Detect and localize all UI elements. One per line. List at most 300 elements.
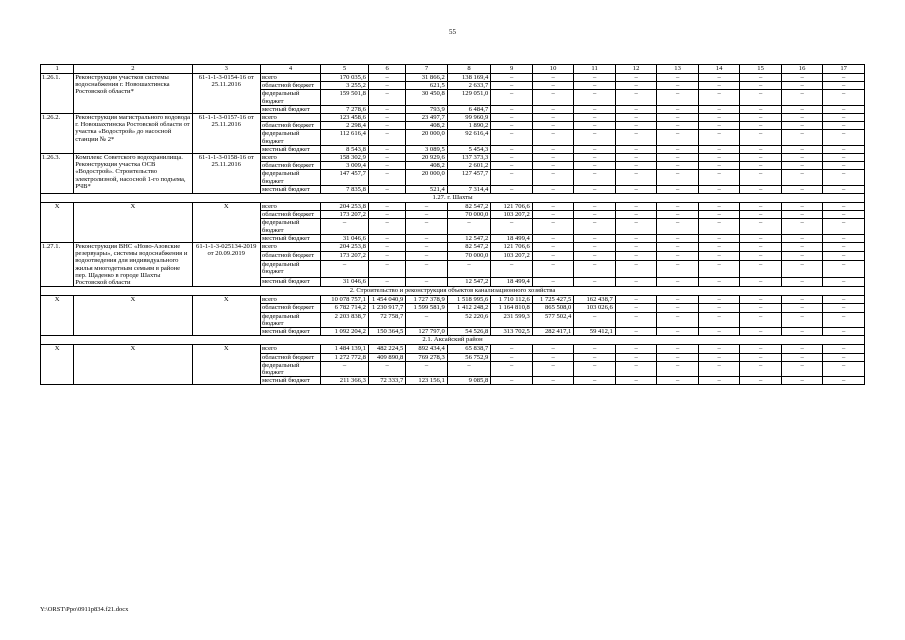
value-cell: 6 484,7 bbox=[447, 105, 491, 113]
value-cell: – bbox=[698, 211, 740, 219]
value-cell: – bbox=[532, 278, 574, 287]
file-path-footer: Y:\ORST\Ppo\0911p834.f21.docx bbox=[40, 606, 129, 613]
value-cell: 7 835,8 bbox=[321, 185, 369, 193]
value-cell: – bbox=[368, 145, 405, 153]
funding-source: федеральный бюджет bbox=[260, 261, 320, 278]
value-cell: – bbox=[698, 170, 740, 185]
table-row bbox=[41, 203, 865, 211]
value-cell: – bbox=[574, 261, 616, 278]
value-cell: – bbox=[532, 252, 574, 261]
table-body bbox=[41, 65, 865, 385]
object-name: Реконструкция ВНС «Ново-Азовские резервуары», системы водоснабжения и водоотведения для индивидуального жилья многодетным семьям в районе пер. Щаденко в городе Шахты Ростовской области bbox=[74, 243, 192, 287]
funding-source: федеральный бюджет bbox=[260, 130, 320, 145]
column-number-cell: 8 bbox=[447, 65, 491, 74]
funding-source: федеральный бюджет bbox=[260, 219, 320, 234]
value-cell: 52 220,6 bbox=[447, 312, 491, 327]
value-cell: 137 373,3 bbox=[447, 154, 491, 162]
value-cell: 159 501,8 bbox=[321, 90, 369, 105]
value-cell: 121 706,6 bbox=[491, 203, 533, 211]
funding-source: местный бюджет bbox=[260, 328, 320, 336]
value-cell: – bbox=[406, 261, 448, 278]
value-cell: – bbox=[615, 211, 657, 219]
value-cell: – bbox=[657, 345, 699, 353]
value-cell: – bbox=[740, 211, 782, 219]
object-name: Х bbox=[74, 203, 192, 243]
value-cell: – bbox=[368, 105, 405, 113]
value-cell: – bbox=[532, 185, 574, 193]
table-row bbox=[41, 243, 865, 252]
value-cell: – bbox=[574, 278, 616, 287]
value-cell: – bbox=[781, 353, 823, 361]
value-cell: 482 224,5 bbox=[368, 345, 405, 353]
value-cell: 1 164 810,8 bbox=[491, 304, 533, 312]
value-cell: 18 499,4 bbox=[491, 234, 533, 242]
value-cell: 20 000,0 bbox=[406, 170, 448, 185]
value-cell: 1 727 378,9 bbox=[406, 296, 448, 304]
value-cell: 99 960,9 bbox=[447, 114, 491, 122]
value-cell: – bbox=[740, 252, 782, 261]
value-cell: 65 838,7 bbox=[447, 345, 491, 353]
value-cell: – bbox=[657, 162, 699, 170]
column-number-cell: 1 bbox=[41, 65, 74, 74]
funding-source: федеральный бюджет bbox=[260, 312, 320, 327]
value-cell: – bbox=[615, 122, 657, 130]
value-cell: – bbox=[574, 145, 616, 153]
value-cell: – bbox=[615, 90, 657, 105]
value-cell: – bbox=[781, 114, 823, 122]
value-cell: – bbox=[615, 261, 657, 278]
section-title: 1.27. г. Шахты bbox=[41, 194, 865, 203]
value-cell: – bbox=[823, 345, 865, 353]
value-cell: 282 417,1 bbox=[532, 328, 574, 336]
row-number: 1.26.2. bbox=[41, 114, 74, 154]
value-cell: – bbox=[740, 328, 782, 336]
value-cell: 6 782 714,2 bbox=[321, 304, 369, 312]
value-cell: – bbox=[491, 162, 533, 170]
value-cell: 3 009,4 bbox=[321, 162, 369, 170]
value-cell: – bbox=[698, 90, 740, 105]
value-cell: 1 412 248,2 bbox=[447, 304, 491, 312]
value-cell: – bbox=[823, 170, 865, 185]
value-cell: – bbox=[657, 105, 699, 113]
value-cell: – bbox=[491, 261, 533, 278]
value-cell: – bbox=[781, 211, 823, 219]
value-cell: 70 000,0 bbox=[447, 252, 491, 261]
value-cell: – bbox=[657, 122, 699, 130]
document-number: 61-1-1-3-0158-16 от 25.11.2016 bbox=[192, 154, 260, 194]
value-cell: – bbox=[740, 185, 782, 193]
value-cell: 3 089,5 bbox=[406, 145, 448, 153]
value-cell: – bbox=[823, 328, 865, 336]
funding-source: всего bbox=[260, 74, 320, 82]
value-cell: – bbox=[574, 162, 616, 170]
value-cell: – bbox=[574, 122, 616, 130]
section-title: 2. Строительство и реконструкция объектов канализационного хозяйства bbox=[41, 287, 865, 296]
table-row bbox=[41, 296, 865, 304]
column-number-row bbox=[41, 65, 865, 74]
value-cell: 769 278,3 bbox=[406, 353, 448, 361]
value-cell: 147 457,7 bbox=[321, 170, 369, 185]
value-cell: 173 207,2 bbox=[321, 211, 369, 219]
value-cell: 12 547,2 bbox=[447, 234, 491, 242]
value-cell: – bbox=[532, 361, 574, 376]
value-cell: – bbox=[740, 105, 782, 113]
column-number-cell: 2 bbox=[74, 65, 192, 74]
value-cell: – bbox=[532, 203, 574, 211]
value-cell: 103 207,2 bbox=[491, 211, 533, 219]
value-cell: – bbox=[781, 345, 823, 353]
value-cell: – bbox=[368, 252, 405, 261]
value-cell: – bbox=[615, 353, 657, 361]
section-title: 2.1. Аксайский район bbox=[41, 336, 865, 345]
value-cell: 892 434,4 bbox=[406, 345, 448, 353]
value-cell: – bbox=[532, 261, 574, 278]
value-cell: – bbox=[823, 304, 865, 312]
value-cell: – bbox=[574, 345, 616, 353]
value-cell: – bbox=[615, 74, 657, 82]
value-cell: – bbox=[615, 361, 657, 376]
value-cell: – bbox=[532, 145, 574, 153]
value-cell: – bbox=[823, 82, 865, 90]
funding-source: областной бюджет bbox=[260, 82, 320, 90]
value-cell: – bbox=[574, 74, 616, 82]
value-cell: 138 169,4 bbox=[447, 74, 491, 82]
value-cell: – bbox=[698, 345, 740, 353]
value-cell: – bbox=[615, 130, 657, 145]
value-cell: – bbox=[615, 243, 657, 252]
value-cell: – bbox=[657, 185, 699, 193]
value-cell: – bbox=[532, 243, 574, 252]
column-number-cell: 9 bbox=[491, 65, 533, 74]
value-cell: 31 046,6 bbox=[321, 234, 369, 242]
value-cell: – bbox=[698, 122, 740, 130]
value-cell: 313 702,5 bbox=[491, 328, 533, 336]
value-cell: – bbox=[406, 278, 448, 287]
value-cell: 2 601,2 bbox=[447, 162, 491, 170]
value-cell: – bbox=[740, 243, 782, 252]
value-cell: 204 253,8 bbox=[321, 203, 369, 211]
value-cell: – bbox=[615, 114, 657, 122]
section-row bbox=[41, 287, 865, 296]
value-cell: – bbox=[615, 105, 657, 113]
value-cell: – bbox=[781, 296, 823, 304]
value-cell: – bbox=[781, 154, 823, 162]
value-cell: – bbox=[823, 130, 865, 145]
value-cell: – bbox=[615, 377, 657, 385]
value-cell: – bbox=[491, 74, 533, 82]
value-cell: – bbox=[574, 105, 616, 113]
value-cell: – bbox=[698, 243, 740, 252]
funding-source: всего bbox=[260, 114, 320, 122]
column-number-cell: 17 bbox=[823, 65, 865, 74]
value-cell: 2 203 838,7 bbox=[321, 312, 369, 327]
value-cell: – bbox=[740, 154, 782, 162]
value-cell: – bbox=[740, 203, 782, 211]
value-cell: – bbox=[657, 278, 699, 287]
value-cell: – bbox=[781, 105, 823, 113]
value-cell: – bbox=[781, 243, 823, 252]
budget-table bbox=[40, 64, 865, 385]
value-cell: – bbox=[368, 185, 405, 193]
value-cell: – bbox=[491, 105, 533, 113]
value-cell: – bbox=[532, 122, 574, 130]
value-cell: – bbox=[447, 261, 491, 278]
value-cell: – bbox=[532, 114, 574, 122]
value-cell: 1 230 917,7 bbox=[368, 304, 405, 312]
value-cell: – bbox=[657, 234, 699, 242]
value-cell: – bbox=[781, 312, 823, 327]
value-cell: 162 438,7 bbox=[574, 296, 616, 304]
value-cell: – bbox=[368, 82, 405, 90]
value-cell: 127 797,0 bbox=[406, 328, 448, 336]
value-cell: – bbox=[781, 122, 823, 130]
value-cell: – bbox=[740, 145, 782, 153]
value-cell: – bbox=[321, 219, 369, 234]
value-cell: 8 543,8 bbox=[321, 145, 369, 153]
value-cell: 7 278,6 bbox=[321, 105, 369, 113]
row-number: Х bbox=[41, 345, 74, 385]
value-cell: – bbox=[740, 345, 782, 353]
value-cell: – bbox=[740, 353, 782, 361]
value-cell: – bbox=[368, 170, 405, 185]
value-cell: – bbox=[368, 74, 405, 82]
value-cell: – bbox=[657, 353, 699, 361]
value-cell: – bbox=[491, 185, 533, 193]
value-cell: 408,2 bbox=[406, 162, 448, 170]
value-cell: – bbox=[781, 304, 823, 312]
value-cell: – bbox=[657, 361, 699, 376]
value-cell: – bbox=[615, 312, 657, 327]
object-name: Реконструкция участков системы водоснабжения г. Новошахтинска Ростовской области* bbox=[74, 74, 192, 114]
value-cell: – bbox=[368, 90, 405, 105]
value-cell: – bbox=[447, 361, 491, 376]
value-cell: 56 752,9 bbox=[447, 353, 491, 361]
document-number: Х bbox=[192, 296, 260, 336]
value-cell: – bbox=[657, 90, 699, 105]
value-cell: – bbox=[823, 219, 865, 234]
value-cell: – bbox=[532, 170, 574, 185]
value-cell: – bbox=[740, 377, 782, 385]
value-cell: – bbox=[823, 353, 865, 361]
value-cell: 129 051,0 bbox=[447, 90, 491, 105]
funding-source: всего bbox=[260, 243, 320, 252]
value-cell: – bbox=[657, 261, 699, 278]
table-row bbox=[41, 345, 865, 353]
value-cell: – bbox=[781, 377, 823, 385]
value-cell: – bbox=[823, 261, 865, 278]
value-cell: – bbox=[781, 82, 823, 90]
value-cell: 1 272 772,8 bbox=[321, 353, 369, 361]
funding-source: всего bbox=[260, 154, 320, 162]
value-cell: – bbox=[698, 252, 740, 261]
value-cell: – bbox=[698, 377, 740, 385]
value-cell: – bbox=[698, 261, 740, 278]
section-row bbox=[41, 194, 865, 203]
value-cell: 9 085,8 bbox=[447, 377, 491, 385]
value-cell: – bbox=[574, 252, 616, 261]
value-cell: – bbox=[406, 361, 448, 376]
value-cell: – bbox=[823, 203, 865, 211]
value-cell: – bbox=[406, 219, 448, 234]
value-cell: – bbox=[574, 353, 616, 361]
value-cell: – bbox=[823, 154, 865, 162]
value-cell: – bbox=[491, 361, 533, 376]
table-row bbox=[41, 154, 865, 162]
value-cell: – bbox=[740, 304, 782, 312]
value-cell: – bbox=[532, 377, 574, 385]
column-number-cell: 14 bbox=[698, 65, 740, 74]
value-cell: 1 725 427,5 bbox=[532, 296, 574, 304]
value-cell: – bbox=[657, 130, 699, 145]
value-cell: – bbox=[406, 312, 448, 327]
value-cell: – bbox=[657, 114, 699, 122]
value-cell: – bbox=[368, 114, 405, 122]
value-cell: – bbox=[823, 185, 865, 193]
funding-source: федеральный бюджет bbox=[260, 90, 320, 105]
value-cell: 521,4 bbox=[406, 185, 448, 193]
funding-source: местный бюджет bbox=[260, 105, 320, 113]
value-cell: – bbox=[532, 353, 574, 361]
value-cell: – bbox=[740, 74, 782, 82]
value-cell: – bbox=[615, 219, 657, 234]
document-number: 61-1-1-3-0154-16 от 25.11.2016 bbox=[192, 74, 260, 114]
value-cell: – bbox=[781, 90, 823, 105]
object-name: Реконструкция магистрального водовода г. Новошахтинска Ростовской области от участка «Водострой» до насосной станции № 2* bbox=[74, 114, 192, 154]
value-cell: – bbox=[491, 219, 533, 234]
value-cell: – bbox=[740, 90, 782, 105]
value-cell: – bbox=[491, 345, 533, 353]
column-number-cell: 7 bbox=[406, 65, 448, 74]
value-cell: – bbox=[532, 74, 574, 82]
value-cell: 1 484 139,1 bbox=[321, 345, 369, 353]
value-cell: – bbox=[823, 361, 865, 376]
value-cell: 2 633,7 bbox=[447, 82, 491, 90]
value-cell: – bbox=[368, 243, 405, 252]
value-cell: 92 616,4 bbox=[447, 130, 491, 145]
value-cell: 577 502,4 bbox=[532, 312, 574, 327]
value-cell: – bbox=[447, 219, 491, 234]
value-cell: – bbox=[615, 82, 657, 90]
value-cell: – bbox=[698, 154, 740, 162]
value-cell: 1 710 112,6 bbox=[491, 296, 533, 304]
value-cell: – bbox=[781, 219, 823, 234]
value-cell: – bbox=[740, 234, 782, 242]
funding-source: всего bbox=[260, 296, 320, 304]
value-cell: – bbox=[698, 304, 740, 312]
page-number: 55 bbox=[449, 28, 456, 36]
value-cell: 123 458,6 bbox=[321, 114, 369, 122]
value-cell: – bbox=[657, 219, 699, 234]
value-cell: 31 866,2 bbox=[406, 74, 448, 82]
value-cell: 123 156,1 bbox=[406, 377, 448, 385]
value-cell: – bbox=[491, 170, 533, 185]
value-cell: – bbox=[740, 312, 782, 327]
value-cell: – bbox=[532, 219, 574, 234]
value-cell: 72 333,7 bbox=[368, 377, 405, 385]
value-cell: – bbox=[368, 203, 405, 211]
value-cell: – bbox=[615, 185, 657, 193]
value-cell: – bbox=[823, 234, 865, 242]
value-cell: – bbox=[823, 90, 865, 105]
value-cell: – bbox=[657, 328, 699, 336]
value-cell: – bbox=[406, 211, 448, 219]
value-cell: 20 929,6 bbox=[406, 154, 448, 162]
value-cell: – bbox=[615, 234, 657, 242]
value-cell: 82 547,2 bbox=[447, 243, 491, 252]
document-number: Х bbox=[192, 345, 260, 385]
value-cell: – bbox=[321, 261, 369, 278]
value-cell: – bbox=[781, 252, 823, 261]
value-cell: – bbox=[698, 296, 740, 304]
document-number: Х bbox=[192, 203, 260, 243]
value-cell: 72 758,7 bbox=[368, 312, 405, 327]
value-cell: – bbox=[823, 74, 865, 82]
value-cell: 10 078 757,1 bbox=[321, 296, 369, 304]
value-cell: – bbox=[740, 170, 782, 185]
value-cell: 408,2 bbox=[406, 122, 448, 130]
table-row bbox=[41, 74, 865, 82]
value-cell: – bbox=[698, 74, 740, 82]
value-cell: – bbox=[574, 185, 616, 193]
value-cell: – bbox=[698, 219, 740, 234]
value-cell: – bbox=[823, 114, 865, 122]
value-cell: – bbox=[781, 203, 823, 211]
value-cell: – bbox=[491, 82, 533, 90]
value-cell: – bbox=[823, 312, 865, 327]
value-cell: – bbox=[781, 74, 823, 82]
value-cell: – bbox=[657, 203, 699, 211]
value-cell: – bbox=[574, 312, 616, 327]
object-name: Х bbox=[74, 345, 192, 385]
value-cell: 7 314,4 bbox=[447, 185, 491, 193]
value-cell: – bbox=[406, 203, 448, 211]
section-row bbox=[41, 336, 865, 345]
column-number-cell: 12 bbox=[615, 65, 657, 74]
value-cell: – bbox=[491, 122, 533, 130]
value-cell: – bbox=[574, 219, 616, 234]
value-cell: 409 890,8 bbox=[368, 353, 405, 361]
funding-source: местный бюджет bbox=[260, 185, 320, 193]
value-cell: – bbox=[368, 211, 405, 219]
value-cell: – bbox=[491, 353, 533, 361]
value-cell: – bbox=[574, 243, 616, 252]
value-cell: – bbox=[615, 328, 657, 336]
value-cell: – bbox=[574, 114, 616, 122]
value-cell: – bbox=[657, 74, 699, 82]
value-cell: – bbox=[823, 211, 865, 219]
value-cell: 231 599,3 bbox=[491, 312, 533, 327]
value-cell: – bbox=[532, 105, 574, 113]
value-cell: – bbox=[491, 145, 533, 153]
value-cell: – bbox=[698, 312, 740, 327]
row-number: 1.26.1. bbox=[41, 74, 74, 114]
funding-source: всего bbox=[260, 203, 320, 211]
value-cell: – bbox=[823, 252, 865, 261]
row-number: Х bbox=[41, 203, 74, 243]
value-cell: 3 255,2 bbox=[321, 82, 369, 90]
value-cell: – bbox=[491, 90, 533, 105]
funding-source: областной бюджет bbox=[260, 162, 320, 170]
value-cell: 1 599 581,9 bbox=[406, 304, 448, 312]
value-cell: – bbox=[781, 328, 823, 336]
value-cell: 5 454,3 bbox=[447, 145, 491, 153]
value-cell: 204 253,8 bbox=[321, 243, 369, 252]
value-cell: 621,5 bbox=[406, 82, 448, 90]
value-cell: 211 366,3 bbox=[321, 377, 369, 385]
value-cell: – bbox=[574, 203, 616, 211]
value-cell: 112 616,4 bbox=[321, 130, 369, 145]
column-number-cell: 11 bbox=[574, 65, 616, 74]
